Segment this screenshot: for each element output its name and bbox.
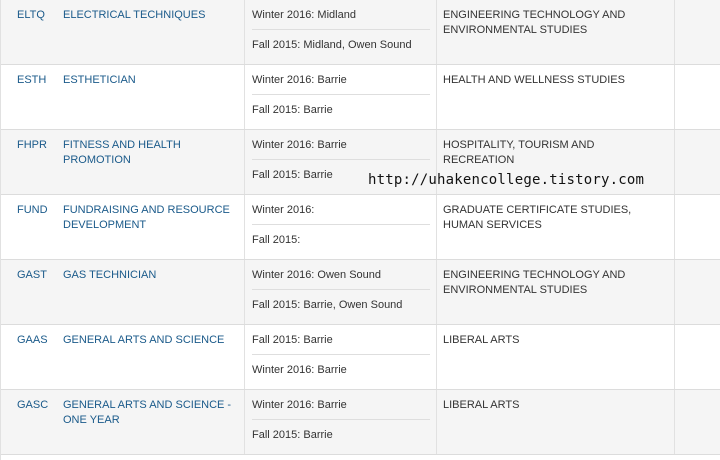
- table-row: [1, 65, 720, 130]
- watermark-text: http://uhakencollege.tistory.com: [368, 172, 645, 188]
- program-name-link[interactable]: FITNESS AND HEALTH PROMOTION: [63, 139, 181, 166]
- school-cell: [437, 65, 675, 129]
- school-name: LIBERAL ARTS: [443, 399, 520, 411]
- name-cell: [57, 325, 245, 389]
- semester-entry: Fall 2015:: [252, 234, 301, 246]
- table-row: [1, 390, 720, 455]
- divider: [252, 354, 430, 355]
- semester-cell: [245, 195, 437, 259]
- semester-cell: [245, 260, 437, 324]
- divider: [252, 289, 430, 290]
- school-cell: [437, 390, 675, 454]
- code-cell: [1, 390, 57, 454]
- table-row: [1, 195, 720, 260]
- program-name-link[interactable]: GENERAL ARTS AND SCIENCE - ONE YEAR: [63, 399, 232, 426]
- school-name: ENGINEERING TECHNOLOGY AND ENVIRONMENTAL STUDIES: [443, 269, 626, 296]
- school-name: HEALTH AND WELLNESS STUDIES: [443, 74, 625, 86]
- name-cell: [57, 390, 245, 454]
- code-cell: [1, 0, 57, 64]
- code-cell: [1, 195, 57, 259]
- school-name: HOSPITALITY, TOURISM AND RECREATION: [443, 139, 595, 166]
- code-cell: [1, 65, 57, 129]
- program-code-link[interactable]: FHPR: [17, 139, 47, 151]
- name-cell: [57, 260, 245, 324]
- semester-cell: [245, 325, 437, 389]
- semester-entry: Fall 2015: Barrie: [252, 429, 333, 441]
- table-row: [1, 260, 720, 325]
- semester-entry: Winter 2016: Barrie: [252, 74, 347, 86]
- school-name: ENGINEERING TECHNOLOGY AND ENVIRONMENTAL STUDIES: [443, 9, 626, 36]
- semester-entry: Winter 2016:: [252, 204, 315, 216]
- program-code-link[interactable]: GAAS: [17, 334, 48, 346]
- school-name: GRADUATE CERTIFICATE STUDIES, HUMAN SERVICES: [443, 204, 632, 231]
- program-code-link[interactable]: FUND: [17, 204, 48, 216]
- extra-cell: [675, 65, 720, 129]
- semester-cell: [245, 0, 437, 64]
- divider: [252, 29, 430, 30]
- semester-entry: Fall 2015: Barrie: [252, 104, 333, 116]
- school-cell: [437, 260, 675, 324]
- program-code-link[interactable]: ELTQ: [17, 9, 45, 21]
- table-row: [1, 0, 720, 65]
- divider: [252, 159, 430, 160]
- school-cell: [437, 0, 675, 64]
- divider: [252, 419, 430, 420]
- extra-cell: [675, 195, 720, 259]
- program-name-link[interactable]: GENERAL ARTS AND SCIENCE: [63, 334, 225, 346]
- table-row: [1, 325, 720, 390]
- name-cell: [57, 0, 245, 64]
- semester-entry: Fall 2015: Barrie, Owen Sound: [252, 299, 403, 311]
- name-cell: [57, 130, 245, 194]
- program-name-link[interactable]: FUNDRAISING AND RESOURCE DEVELOPMENT: [63, 204, 230, 231]
- extra-cell: [675, 130, 720, 194]
- program-name-link[interactable]: ESTHETICIAN: [63, 74, 136, 86]
- code-cell: [1, 260, 57, 324]
- semester-entry: Winter 2016: Owen Sound: [252, 269, 382, 281]
- program-name-link[interactable]: GAS TECHNICIAN: [63, 269, 157, 281]
- semester-entry: Fall 2015: Barrie: [252, 169, 333, 181]
- semester-entry: Winter 2016: Barrie: [252, 399, 347, 411]
- code-cell: [1, 325, 57, 389]
- semester-entry: Winter 2016: Midland: [252, 9, 356, 21]
- semester-cell: [245, 390, 437, 454]
- school-name: LIBERAL ARTS: [443, 334, 520, 346]
- semester-entry: Fall 2015: Barrie: [252, 334, 333, 346]
- name-cell: [57, 65, 245, 129]
- extra-cell: [675, 390, 720, 454]
- program-name-link[interactable]: ELECTRICAL TECHNIQUES: [63, 9, 206, 21]
- semester-entry: Winter 2016: Barrie: [252, 364, 347, 376]
- extra-cell: [675, 325, 720, 389]
- name-cell: [57, 195, 245, 259]
- program-code-link[interactable]: ESTH: [17, 74, 47, 86]
- extra-cell: [675, 0, 720, 64]
- code-cell: [1, 130, 57, 194]
- program-code-link[interactable]: GASC: [17, 399, 49, 411]
- program-code-link[interactable]: GAST: [17, 269, 47, 281]
- school-cell: [437, 195, 675, 259]
- divider: [252, 94, 430, 95]
- extra-cell: [675, 260, 720, 324]
- school-cell: [437, 325, 675, 389]
- semester-entry: Fall 2015: Midland, Owen Sound: [252, 39, 412, 51]
- divider: [252, 224, 430, 225]
- semester-entry: Winter 2016: Barrie: [252, 139, 347, 151]
- semester-cell: [245, 65, 437, 129]
